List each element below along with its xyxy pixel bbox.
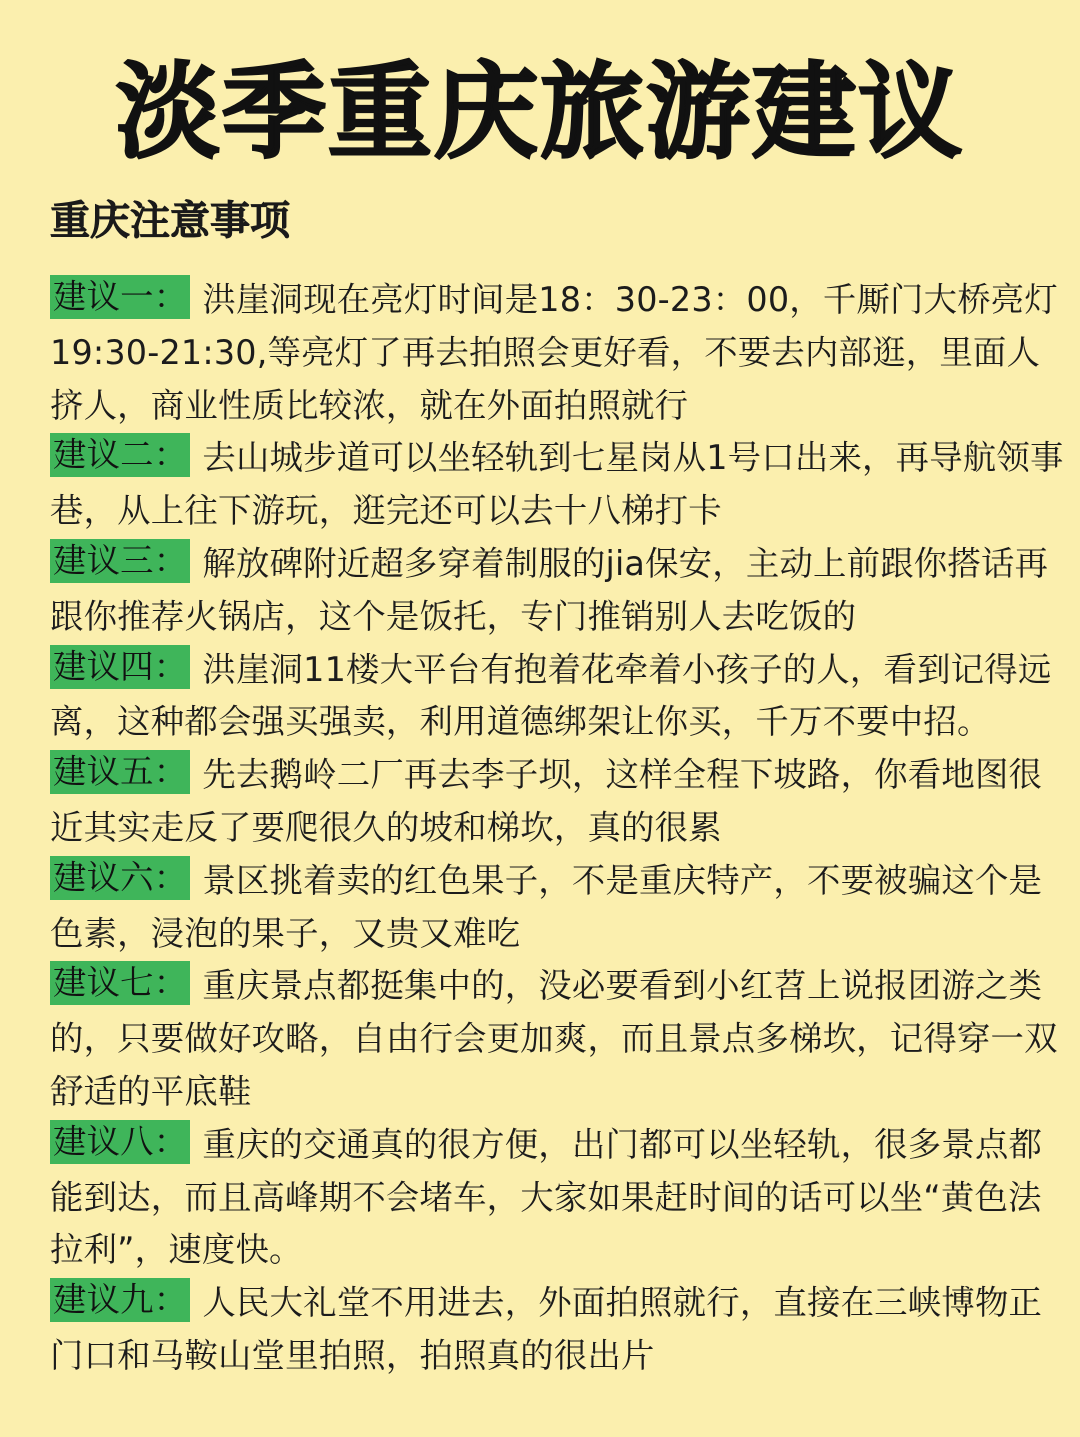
section-heading: 重庆注意事项: [50, 198, 290, 244]
tip-label: 建议八：: [50, 1120, 190, 1164]
tip-text: 解放碑附近超多穿着制服的jia保安，主动上前跟你搭话再跟你推荐火锅店，这个是饭托，专门推销别人去吃饭的: [50, 543, 1049, 636]
tip-item-9: [50, 1277, 1064, 1383]
tip-text: 重庆景点都挺集中的，没必要看到小红苕上说报团游之类的，只要做好攻略，自由行会更加爽，而且景点多梯坎，记得穿一双舒适的平底鞋: [50, 966, 1058, 1111]
tips-list: [50, 274, 1064, 1383]
tip-item-8: [50, 1119, 1064, 1277]
tip-text: 重庆的交通真的很方便，出门都可以坐轻轨，很多景点都能到达，而且高峰期不会堵车，大家如果赶时间的话可以坐“黄色法拉利”，速度快。: [50, 1124, 1043, 1270]
tip-item-3: [50, 538, 1064, 644]
tip-item-7: [50, 960, 1064, 1118]
tip-text: 去山城步道可以坐轻轨到七星岗从1号口出来，再导航领事巷，从上往下游玩，逛完还可以去十八梯打卡: [50, 438, 1064, 531]
tip-label: 建议一：: [50, 275, 190, 319]
tip-label: 建议九：: [50, 1278, 190, 1322]
tip-label: 建议七：: [50, 961, 190, 1005]
tip-label: 建议二：: [50, 433, 190, 477]
tip-item-6: [50, 855, 1064, 961]
page-title: 淡季重庆旅游建议: [115, 51, 964, 173]
tip-text: 洪崖洞现在亮灯时间是18：30-23：00，千厮门大桥亮灯19:30-21:30,等亮灯了再去拍照会更好看，不要去内部逛，里面人挤人，商业性质比较浓，就在外面拍照就行: [50, 280, 1058, 425]
tip-text: 景区挑着卖的红色果子，不是重庆特产，不要被骗这个是色素，浸泡的果子，又贵又难吃: [50, 860, 1043, 953]
tip-item-1: [50, 274, 1064, 432]
tip-label: 建议四：: [50, 645, 190, 689]
tip-item-2: [50, 432, 1064, 538]
tip-label: 建议五：: [50, 750, 190, 794]
tip-text: 洪崖洞11楼大平台有抱着花牵着小孩子的人，看到记得远离，这种都会强买强卖，利用道德绑架让你买，千万不要中招。: [50, 649, 1052, 742]
tip-item-5: [50, 749, 1064, 855]
tip-item-4: [50, 644, 1064, 750]
tip-text: 人民大礼堂不用进去，外面拍照就行，直接在三峡博物正门口和马鞍山堂里拍照，拍照真的很出片: [50, 1283, 1043, 1375]
tip-label: 建议六：: [50, 856, 190, 900]
tip-label: 建议三：: [50, 539, 190, 583]
tip-text: 先去鹅岭二厂再去李子坝，这样全程下坡路，你看地图很近其实走反了要爬很久的坡和梯坎，真的很累: [50, 755, 1043, 847]
